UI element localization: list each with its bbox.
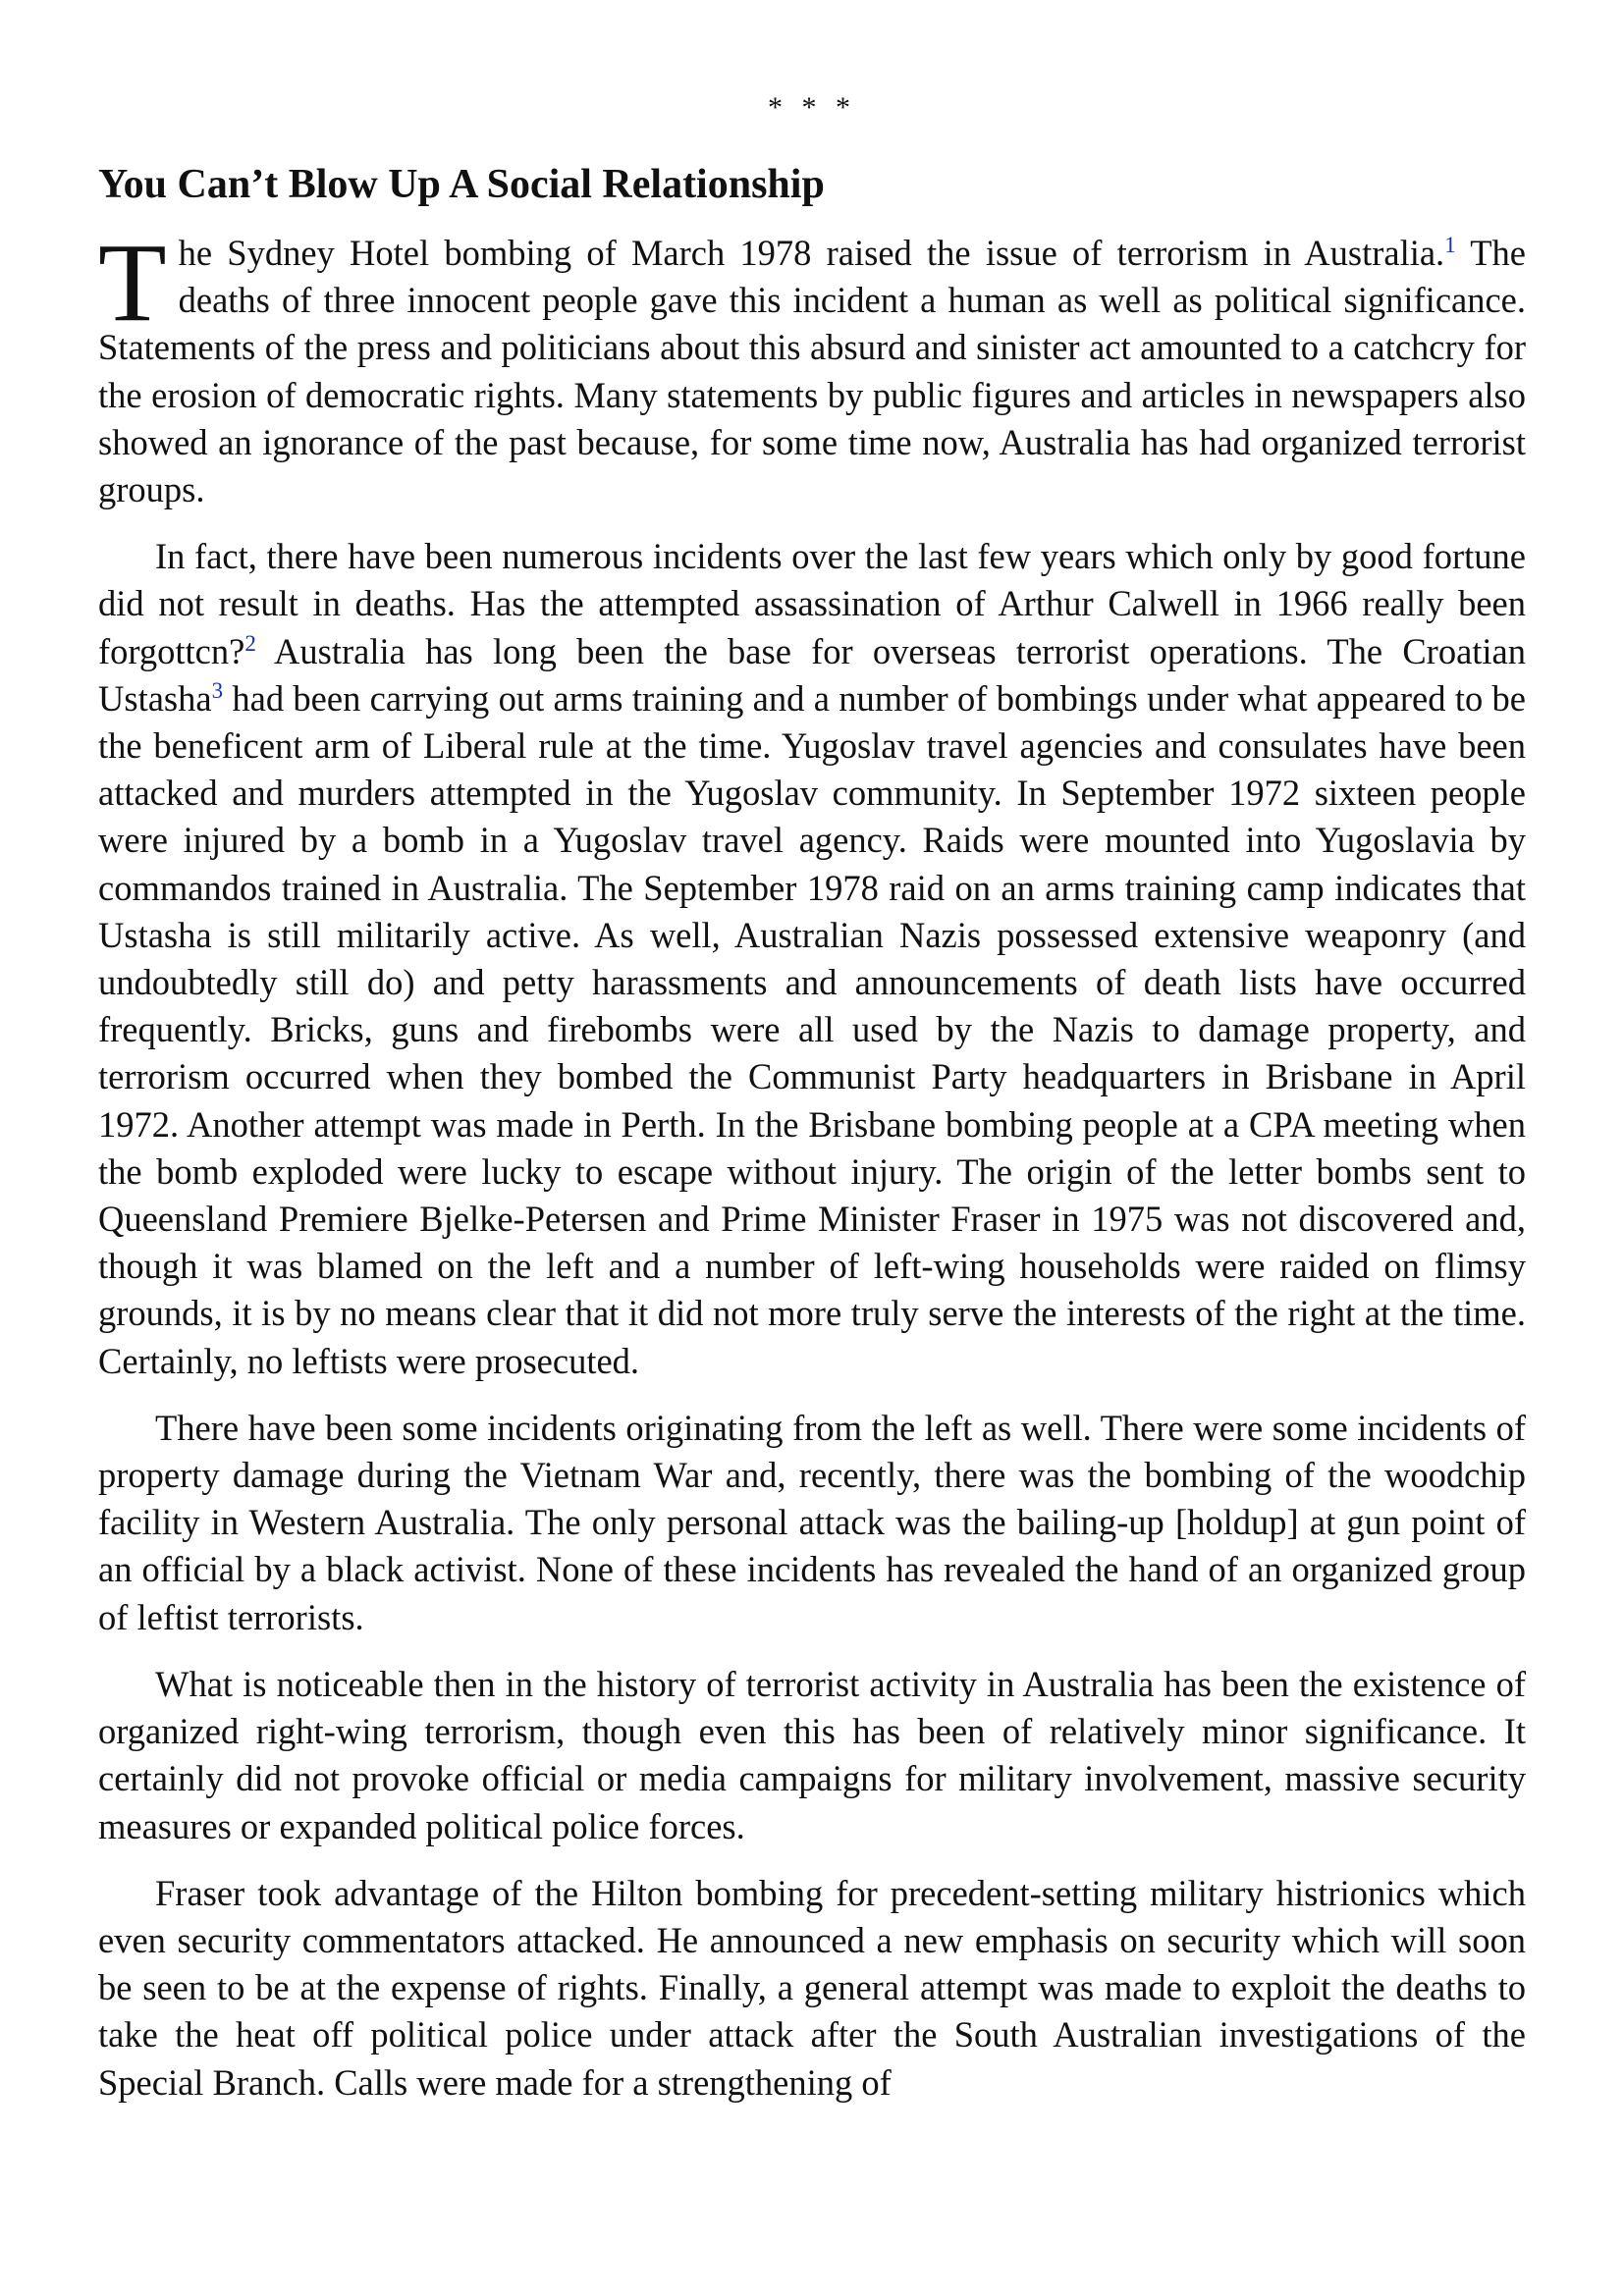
- paragraph: [98, 1661, 1526, 1850]
- section-separator: * * *: [768, 91, 856, 124]
- section-title: You Can’t Blow Up A Social Relationship: [98, 162, 825, 207]
- paragraph-text: The deaths of three innocent people gave this incident a human as well as political significance. Statements of the press and politicians about this absurd and sinister act amounted to a catchcry for the erosion of democratic rights. Many statements by public figures and articles in newspapers also showed an ignorance of the past because, for some time now, Australia has had organized terrorist groups.: [98, 233, 1526, 510]
- paragraph-text: What is noticeable then in the history of terrorist activity in Australia has been the existence of organized right-wing terrorism, though even this has been of relatively minor significance. It certainly did not provoke official or media campaigns for military involvement, massive security measures or expanded political police forces.: [98, 1663, 1526, 1846]
- paragraph-text: In fact, there have been numerous incidents over the last few years which only by good fortune did not result in deaths. Has the attempted assassination of Arthur Calwell in 1966 really been forgottcn?: [98, 536, 1526, 671]
- footnote-link[interactable]: 1: [1444, 232, 1456, 257]
- article-body: [98, 220, 1526, 2126]
- paragraph-text: had been carrying out arms training and a number of bombings under what appeared to be the beneficent arm of Liberal rule at the time. Yugoslav travel agencies and consulates have been attacked and murders attempted in the Yugoslav community. In September 1972 sixteen people were injured by a bomb in a Yugoslav travel agency. Raids were mounted into Yugoslavia by commandos trained in Australia. The September 1978 raid on an arms training camp indicates that Ustasha is still militarily active. As well, Australian Nazis possessed extensive weaponry (and undoubtedly still do) and petty harassments and announcements of death lists have occurred frequently. Bricks, guns and firebombs were all used by the Nazis to damage property, and terrorism occurred when they bombed the Communist Party headquarters in Brisbane in April 1972. Another attempt was made in Perth. In the Brisbane bombing people at a CPA meeting when the bomb exploded were lucky to escape without injury. The origin of the letter bombs sent to Queensland Premiere Bjelke-Petersen and Prime Minister Fraser in 1975 was not discovered and, though it was blamed on the left and a number of left-wing households were raided on flimsy grounds, it is by no means clear that it did not more truly serve the interests of the right at the time. Certainly, no leftists were prosecuted.: [98, 677, 1526, 1381]
- footnote-link[interactable]: 3: [211, 677, 224, 703]
- paragraph-text: Australia has long been the base for overseas terrorist operations. The Croatian Ustasha: [98, 630, 1526, 719]
- document-page: [98, 88, 1526, 2103]
- paragraph: [98, 220, 1526, 513]
- paragraph-text: he Sydney Hotel bombing of March 1978 raised the issue of terrorism in Australia.: [178, 233, 1445, 273]
- footnote-link[interactable]: 2: [244, 630, 256, 656]
- drop-cap: T: [98, 220, 167, 345]
- paragraph: [98, 1405, 1526, 1641]
- paragraph: [98, 1870, 1526, 2107]
- paragraph-text: There have been some incidents originating from the left as well. There were some incidents of property damage during the Vietnam War and, recently, there was the bombing of the woodchip facility in Western Australia. The only personal attack was the bailing-up [holdup] at gun point of an official by a black activist. None of these incidents has revealed the hand of an organized group of leftist terrorists.: [98, 1407, 1526, 1637]
- paragraph-text: Fraser took advantage of the Hilton bombing for precedent-setting military histrionics which even security commentators attacked. He announced a new emphasis on security which will soon be seen to be at the expense of rights. Finally, a general attempt was made to exploit the deaths to take the heat off political police under attack after the South Australian investigations of the Special Branch. Calls were made for a strengthening of: [98, 1872, 1526, 2103]
- paragraph: [98, 533, 1526, 1385]
